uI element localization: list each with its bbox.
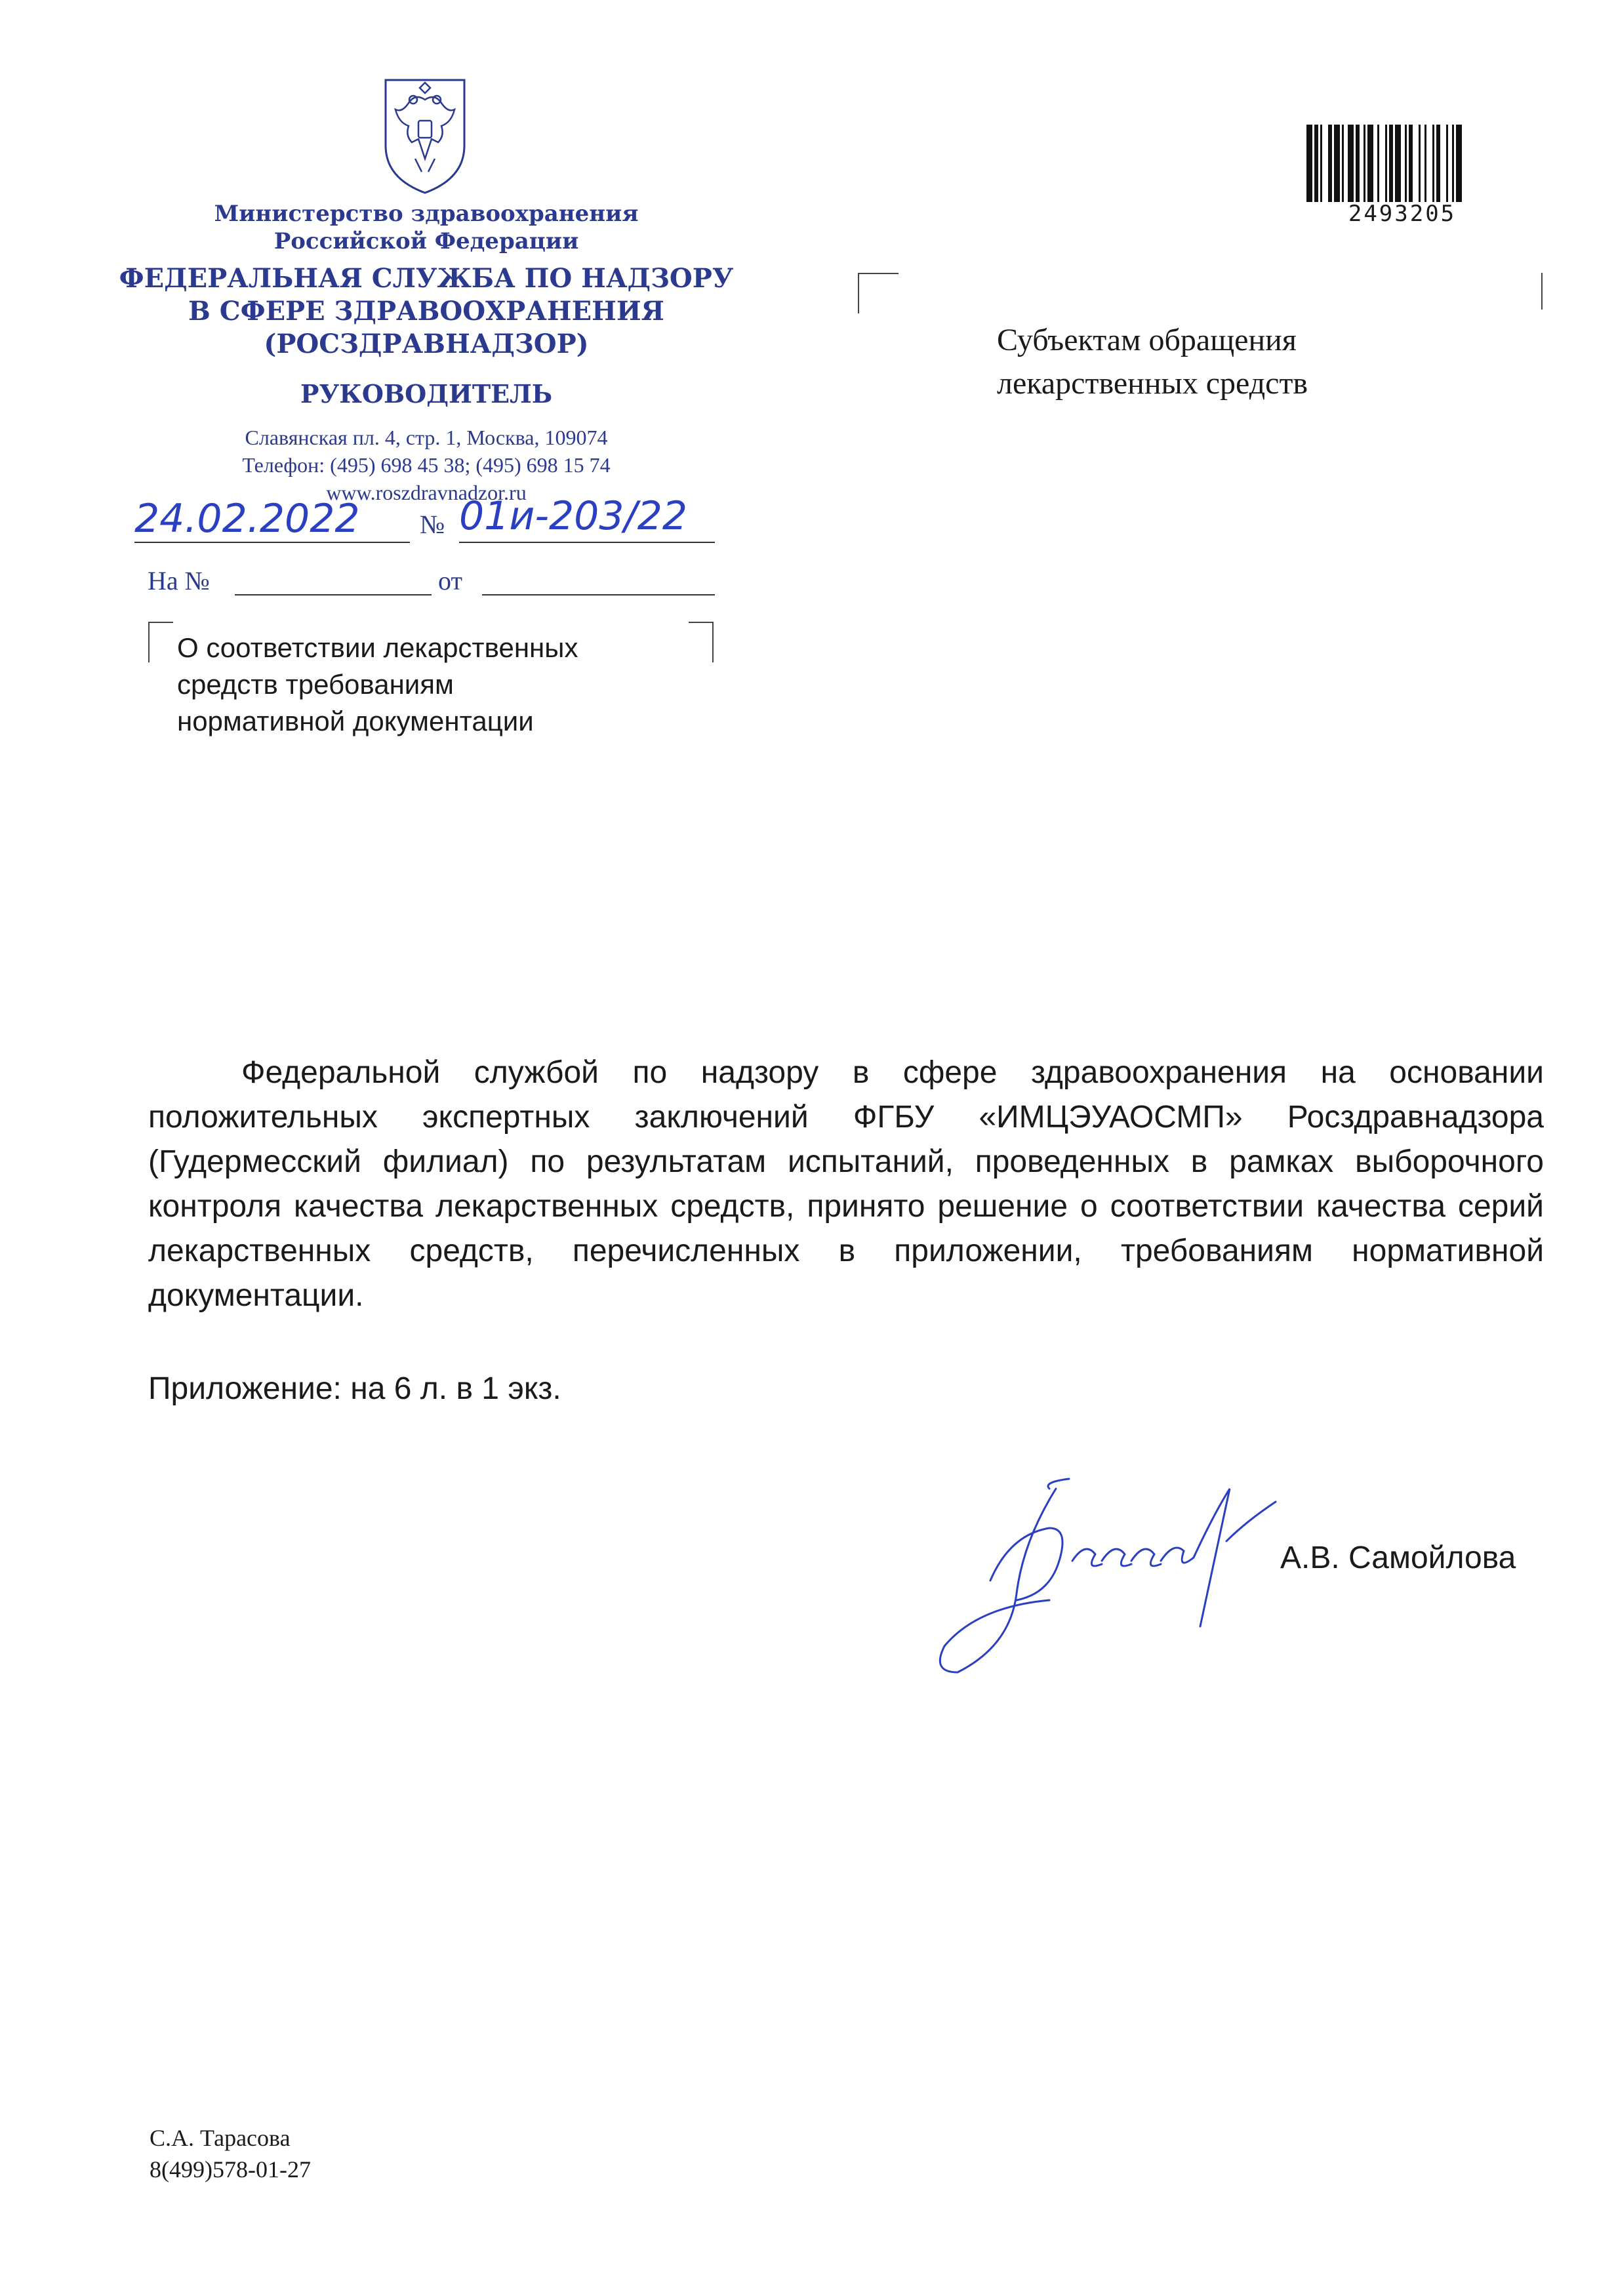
from-label: от [438,566,462,595]
subject-line-1: О соответствии лекарственных [177,632,578,663]
barcode-icon [1304,125,1501,202]
subject-corner-right [689,622,714,662]
attachment-line: Приложение: на 6 л. в 1 экз. [148,1371,561,1406]
number-handwritten: 01и-203/22 [459,493,688,539]
recipient-line-2: лекарственных средств [997,366,1308,401]
date-underline [134,542,410,543]
website-line: www.roszdravnadzor.ru [326,481,527,504]
number-underline [459,542,715,543]
executor-phone: 8(499)578-01-27 [150,2156,311,2183]
position-title: РУКОВОДИТЕЛЬ [300,379,553,409]
recipient-corner-left [858,273,899,313]
recipient-line-1: Субъектам обращения [997,323,1297,357]
phone-line: Телефон: (495) 698 45 38; (495) 698 15 74 [242,453,611,477]
recipient-text [997,319,1308,405]
service-line-1: ФЕДЕРАЛЬНАЯ СЛУЖБА ПО НАДЗОРУ [119,263,734,294]
subject-line-3: нормативной документации [177,706,534,736]
date-handwritten: 24.02.2022 [134,496,360,542]
address-line: Славянская пл. 4, стр. 1, Москва, 109074 [245,426,608,449]
ministry-line-2: Российской Федерации [273,228,579,254]
reply-number-line [235,594,432,595]
recipient-corner-right [1541,273,1543,310]
service-line-3: (РОСЗДРАВНАДЗОР) [264,329,589,359]
body-paragraph: Федеральной службой по надзору в сфере здравоохранения на основании положительных экспертных заключений ФГБУ «ИМЦЭУАОСМП» Росздравнадзора (Гудермесский филиал) по результатам испытаний, проведенных в рамках выборочного контроля качества лекарственных средств, принято решение о соответствии качества серий лекарственных средств, перечисленных в приложении, требованиям нормативной документации. [148,1055,1544,1313]
executor-block [150,2122,311,2185]
barcode-number: 2493205 [1348,201,1457,227]
service-line-2: В СФЕРЕ ЗДРАВООХРАНЕНИЯ [188,296,664,327]
reply-label: На № [148,566,210,595]
subject-line-2: средств требованиям [177,669,454,700]
coat-of-arms-icon [379,73,471,198]
subject-corner-left [148,622,173,662]
from-date-line [482,594,715,595]
signatory-name: А.В. Самойлова [1280,1541,1516,1575]
number-sign: № [420,510,445,539]
service-name [105,262,748,361]
ministry-name [164,200,689,255]
executor-name: С.А. Тарасова [150,2125,291,2151]
ministry-line-1: Министерство здравоохранения [214,201,639,227]
subject-text [177,630,578,740]
signature-icon [918,1449,1285,1685]
